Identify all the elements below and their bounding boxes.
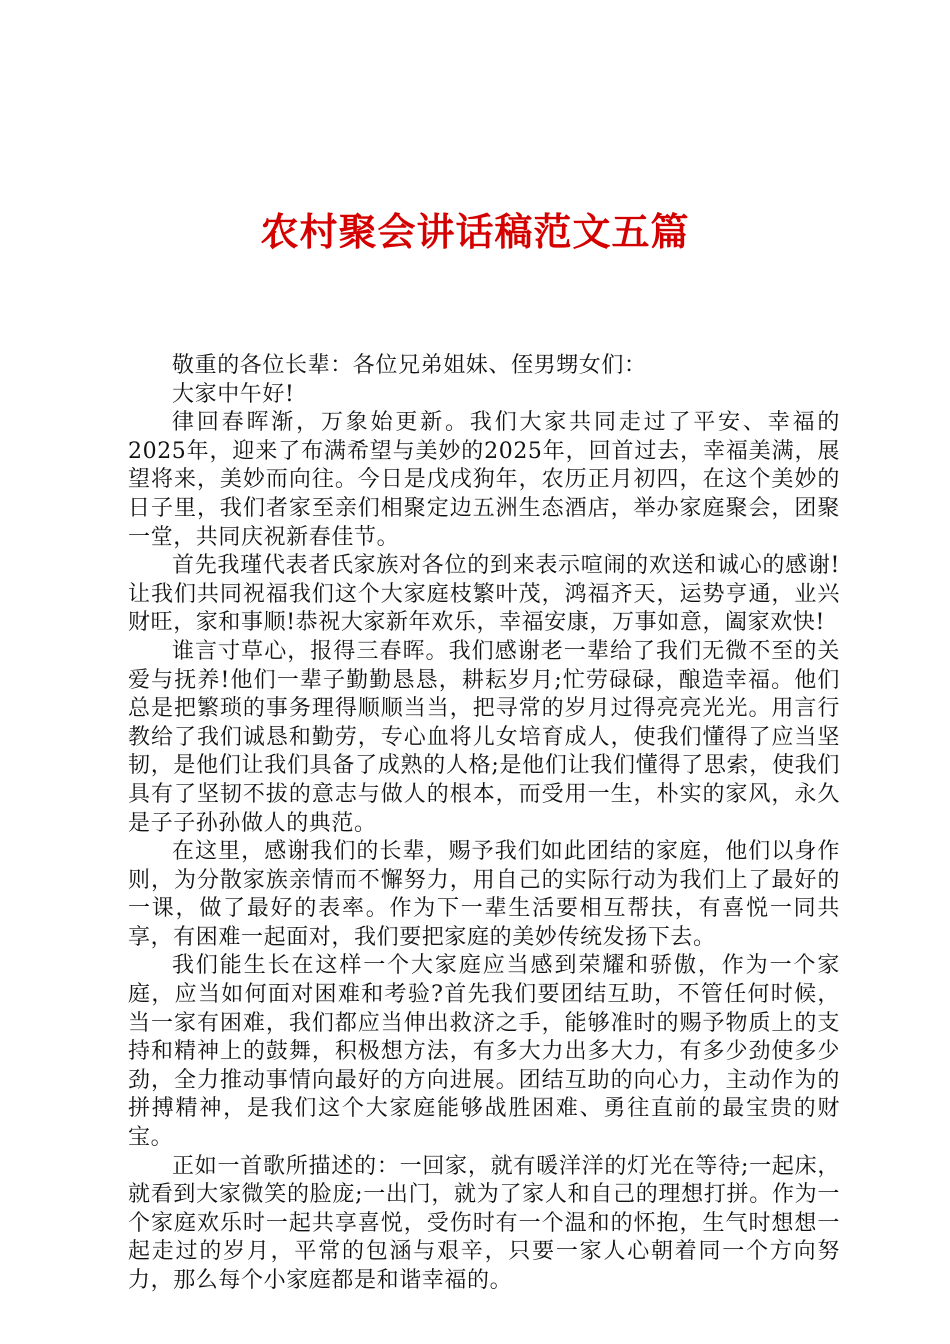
body-paragraph: 我们能生长在这样一个大家庭应当感到荣耀和骄傲，作为一个家庭，应当如何面对困难和考验?首先我们要团结互助，不管任何时候，当一家有困难，我们都应当伸出救济之手，能够准时的赐予物质上的支持和精神上的鼓舞，积极想方法，有多大力出多大力，有多少劲使多少劲，全力推动事情向最好的方向进展。团结互助的向心力，主动作为的拼搏精神，是我们这个大家庭能够战胜困难、勇往直前的最宝贵的财宝。 xyxy=(128,953,840,1151)
body-paragraph: 在这里，感谢我们的长辈，赐予我们如此团结的家庭，他们以身作则，为分散家族亲情而不懈努力，用自己的实际行动为我们上了最好的一课，做了最好的表率。作为下一辈生活要相互帮扶，有喜悦一同共享，有困难一起面对，我们要把家庭的美妙传统发扬下去。 xyxy=(128,839,840,950)
body-paragraph: 律回春晖渐，万象始更新。我们大家共同走过了平安、幸福的2025年，迎来了布满希望与美妙的2025年，回首过去，幸福美满，展望将来，美妙而向往。今日是戊戌狗年，农历正月初四，在这个美妙的日子里，我们者家至亲们相聚定边五洲生态酒店，举办家庭聚会，团聚一堂，共同庆祝新春佳节。 xyxy=(128,410,840,550)
document-title: 农村聚会讲话稿范文五篇 xyxy=(260,209,690,254)
body-paragraph: 谁言寸草心，报得三春晖。我们感谢老一辈给了我们无微不至的关爱与抚养!他们一辈子勤勤恳恳，耕耘岁月;忙劳碌碌，酿造幸福。他们总是把繁琐的事务理得顺顺当当，把寻常的岁月过得亮亮光光。用言行教给了我们诚恳和勤劳，专心血将儿女培育成人，使我们懂得了应当坚韧，是他们让我们具备了成熟的人格;是他们让我们懂得了思索，使我们具有了坚韧不拔的意志与做人的根本，而受用一生，朴实的家风，永久是子子孙孙做人的典范。 xyxy=(128,638,840,836)
greeting-paragraph: 敬重的各位长辈：各位兄弟姐妹、侄男甥女们： xyxy=(172,353,647,378)
body-paragraph: 首先我瑾代表者氏家族对各位的到来表示喧闹的欢送和诚心的感谢!让我们共同祝福我们这个大家庭枝繁叶茂，鸿福齐天，运势亨通，业兴财旺，家和事顺!恭祝大家新年欢乐，幸福安康，万事如意，阖家欢快! xyxy=(128,553,840,636)
salutation-paragraph: 大家中午好! xyxy=(172,381,295,407)
body-paragraph: 正如一首歌所描述的：一回家，就有暖洋洋的灯光在等待;一起床，就看到大家微笑的脸庞;一出门，就为了家人和自己的理想打拼。作为一个家庭欢乐时一起共享喜悦，受伤时有一个温和的怀抱，生气时想想一起走过的岁月，平常的包涵与艰辛，只要一家人心朝着同一个方向努力，那么每个小家庭都是和谐幸福的。 xyxy=(128,1153,840,1293)
document-body xyxy=(128,352,840,1296)
